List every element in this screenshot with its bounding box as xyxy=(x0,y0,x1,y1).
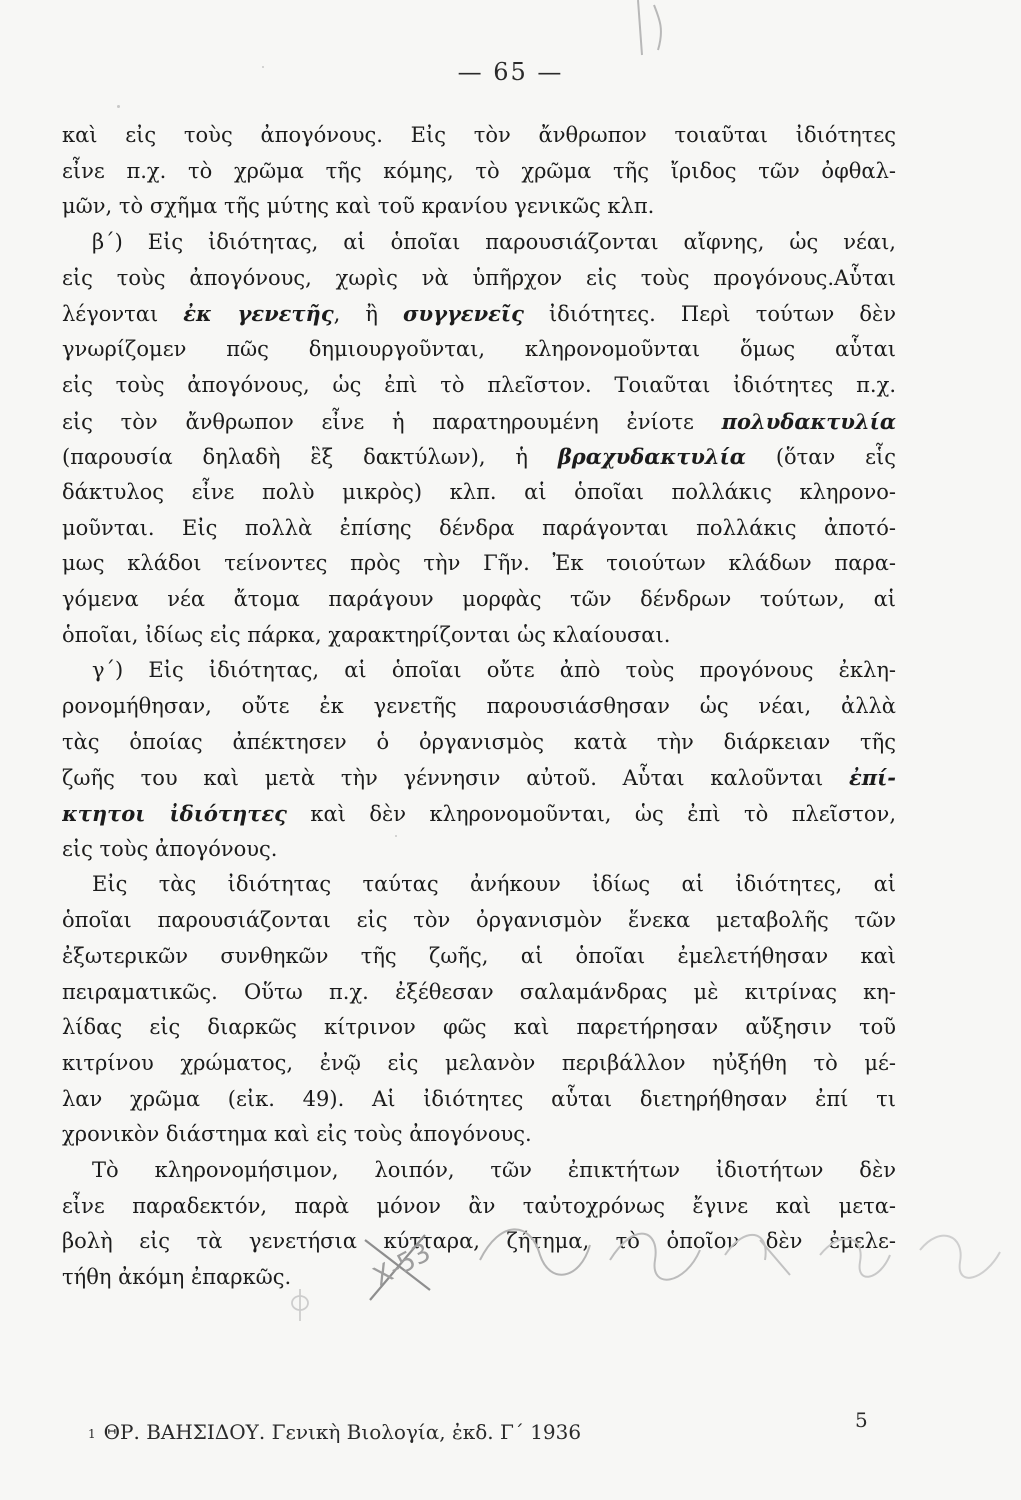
text-line xyxy=(62,475,896,511)
text-line xyxy=(62,1224,896,1260)
text-line xyxy=(62,975,896,1011)
text-line xyxy=(62,867,896,903)
text-line xyxy=(62,1260,896,1296)
text-line xyxy=(62,1010,896,1046)
sheet-signature-number: 5 xyxy=(855,1408,868,1432)
text-segment: εἶνε π.χ. τὸ χρῶμα τῆς κόμης, τὸ χρῶμα τῆς ἴριδος τῶν ὀφθαλ- xyxy=(62,158,896,183)
text-segment: εἶνε παραδεκτόν, παρὰ μόνον ἂν ταὐτοχρόνως ἔγινε καὶ μετα- xyxy=(62,1193,896,1218)
text-line xyxy=(62,1189,896,1225)
text-line xyxy=(62,296,896,332)
text-line xyxy=(62,796,896,832)
text-line xyxy=(62,189,896,225)
text-segment: δάκτυλος εἶνε πολὺ μικρὸς) κλπ. αἱ ὁποῖαι πολλάκις κληρονο- xyxy=(62,479,896,504)
text-segment: λέγονται xyxy=(62,302,184,327)
footnote-text: ΘΡ. ΒΑΗΣΙΔΟΥ. Γενικὴ Βιολογία, ἐκδ. Γ΄ 1936 xyxy=(103,1420,582,1444)
text-segment: καὶ εἰς τοὺς ἀπογόνους. Εἰς τὸν ἄνθρωπον τοιαῦται ἰδιότητες xyxy=(62,123,896,147)
footnote xyxy=(88,1420,878,1444)
text-segment: εἰς τοὺς ἀπογόνους. xyxy=(62,836,278,861)
text-segment: , ἢ xyxy=(333,302,404,327)
page-number: — 65 — xyxy=(457,58,564,86)
text-segment: χρονικὸν διάστημα καὶ εἰς τοὺς ἀπογόνους. xyxy=(62,1122,532,1147)
text-line xyxy=(62,618,896,654)
pencil-note: Χ-53 xyxy=(368,1237,436,1293)
text-segment: εἰς τοὺς ἀπογόνους, ὡς ἐπὶ τὸ πλεῖστον. Τοιαῦται ἰδιότητες π.χ. xyxy=(62,372,896,397)
text-line xyxy=(62,154,896,190)
emphasized-term: συγγενεῖς xyxy=(403,301,524,327)
text-line xyxy=(62,939,896,975)
text-segment: τήθη ἀκόμη ἐπαρκῶς. xyxy=(62,1265,292,1289)
scan-speck xyxy=(117,105,120,108)
text-line xyxy=(62,1046,896,1082)
text-line xyxy=(62,118,896,154)
text-line xyxy=(62,1153,896,1189)
text-segment: εἰς τὸν ἄνθρωπον εἶνε ἡ παρατηρουμένη ἐνίοτε xyxy=(62,409,722,434)
text-segment: Εἰς τὰς ἰδιότητας ταύτας ἀνήκουν ἰδίως αἱ ἰδιότητες, αἱ xyxy=(92,872,896,897)
emphasized-term: κτητοι ἰδιότητες xyxy=(62,801,287,827)
text-segment: τὰς ὁποίας ἀπέκτησεν ὁ ὀργανισμὸς κατὰ τὴν διάρκειαν τῆς xyxy=(62,729,896,754)
text-segment: ζωῆς του καὶ μετὰ τὴν γέννησιν αὐτοῦ. Αὗται καλοῦνται xyxy=(62,766,849,791)
text-segment: Τὸ κληρονομήσιμον, λοιπόν, τῶν ἐπικτήτων ἰδιοτήτων δὲν xyxy=(92,1157,896,1182)
text-segment: λίδας εἰς διαρκῶς κίτρινον φῶς καὶ παρετήρησαν αὔξησιν τοῦ xyxy=(62,1015,896,1040)
text-segment: ὁποῖαι, ἰδίως εἰς πάρκα, χαρακτηρίζονται ὡς κλαίουσαι. xyxy=(62,622,671,647)
emphasized-term: ἐκ γενετῆς xyxy=(183,301,334,327)
text-line xyxy=(62,903,896,939)
emphasized-term: πολυδακτυλία xyxy=(721,408,896,434)
text-line xyxy=(62,832,896,868)
text-segment: κιτρίνου χρώματος, ἐνῷ εἰς μελανὸν περιβάλλον ηὐξήθη τὸ μέ- xyxy=(62,1050,896,1075)
text-segment: γνωρίζομεν πῶς δημιουργοῦνται, κληρονομοῦνται ὅμως αὗται xyxy=(62,337,896,362)
emphasized-term: βραχυδακτυλία xyxy=(557,444,746,470)
text-segment: μοῦνται. Εἰς πολλὰ ἐπίσης δένδρα παράγονται πολλάκις ἀποτό- xyxy=(62,515,896,540)
text-segment: β΄) Εἰς ἰδιότητας, αἱ ὁποῖαι παρουσιάζονται αἴφνης, ὡς νέαι, xyxy=(92,230,896,255)
text-segment: (ὅταν εἷς xyxy=(745,445,896,470)
text-line xyxy=(62,1082,896,1118)
text-segment: ὁποῖαι παρουσιάζονται εἰς τὸν ὀργανισμὸν ἕνεκα μεταβολῆς τῶν xyxy=(62,908,896,933)
text-segment: μῶν, τὸ σχῆμα τῆς μύτης καὶ τοῦ κρανίου γενικῶς κλπ. xyxy=(62,194,655,219)
footnote-marker: 1 xyxy=(88,1426,96,1441)
text-segment: γόμενα νέα ἄτομα παράγουν μορφὰς τῶν δένδρων τούτων, αἱ xyxy=(62,586,896,611)
text-line xyxy=(62,511,896,547)
text-segment: ἰδιότητες. Περὶ τούτων δὲν xyxy=(523,302,896,327)
text-segment: (παρουσία δηλαδὴ ἓξ δακτύλων), ἡ xyxy=(62,445,558,470)
text-segment: μως κλάδοι τείνοντες πρὸς τὴν Γῆν. Ἐκ τοιούτων κλάδων παρα- xyxy=(62,551,896,576)
text-segment: πειραματικῶς. Οὕτω π.χ. ἐξέθεσαν σαλαμάνδρας μὲ κιτρίνας κη- xyxy=(62,979,896,1004)
text-line xyxy=(62,225,896,261)
text-line xyxy=(62,725,896,761)
text-line xyxy=(62,1117,896,1153)
text-segment: καὶ δὲν κληρονομοῦνται, ὡς ἐπὶ τὸ πλεῖστον, xyxy=(286,802,896,827)
text-line xyxy=(62,546,896,582)
text-segment: λαν χρῶμα (εἰκ. 49). Αἱ ἰδιότητες αὗται διετηρήθησαν ἐπί τι xyxy=(62,1086,896,1111)
text-line xyxy=(62,404,896,440)
text-line xyxy=(62,332,896,368)
text-line xyxy=(62,582,896,618)
text-line xyxy=(62,760,896,796)
text-line xyxy=(62,689,896,725)
text-line xyxy=(62,261,896,297)
body-text xyxy=(62,118,896,1296)
text-segment: εἰς τοὺς ἀπογόνους, χωρὶς νὰ ὑπῆρχον εἰς τοὺς προγόνους.Αὗται xyxy=(62,265,896,290)
emphasized-term: ἐπί- xyxy=(848,765,896,791)
text-segment: γ΄) Εἰς ἰδιότητας, αἱ ὁποῖαι οὔτε ἀπὸ τοὺς προγόνους ἐκλη- xyxy=(92,658,896,683)
text-segment: βολὴ εἰς τὰ γενετήσια κύτταρα, ζήτημα, τὸ ὁποῖον δὲν ἐμελε- xyxy=(62,1229,896,1254)
text-segment: ἐξωτερικῶν συνθηκῶν τῆς ζωῆς, αἱ ὁποῖαι ἐμελετήθησαν καὶ xyxy=(62,943,896,968)
text-line xyxy=(62,368,896,404)
text-line xyxy=(62,439,896,475)
text-segment: ρονομήθησαν, οὔτε ἐκ γενετῆς παρουσιάσθησαν ὡς νέαι, ἀλλὰ xyxy=(62,694,896,718)
text-line xyxy=(62,653,896,689)
